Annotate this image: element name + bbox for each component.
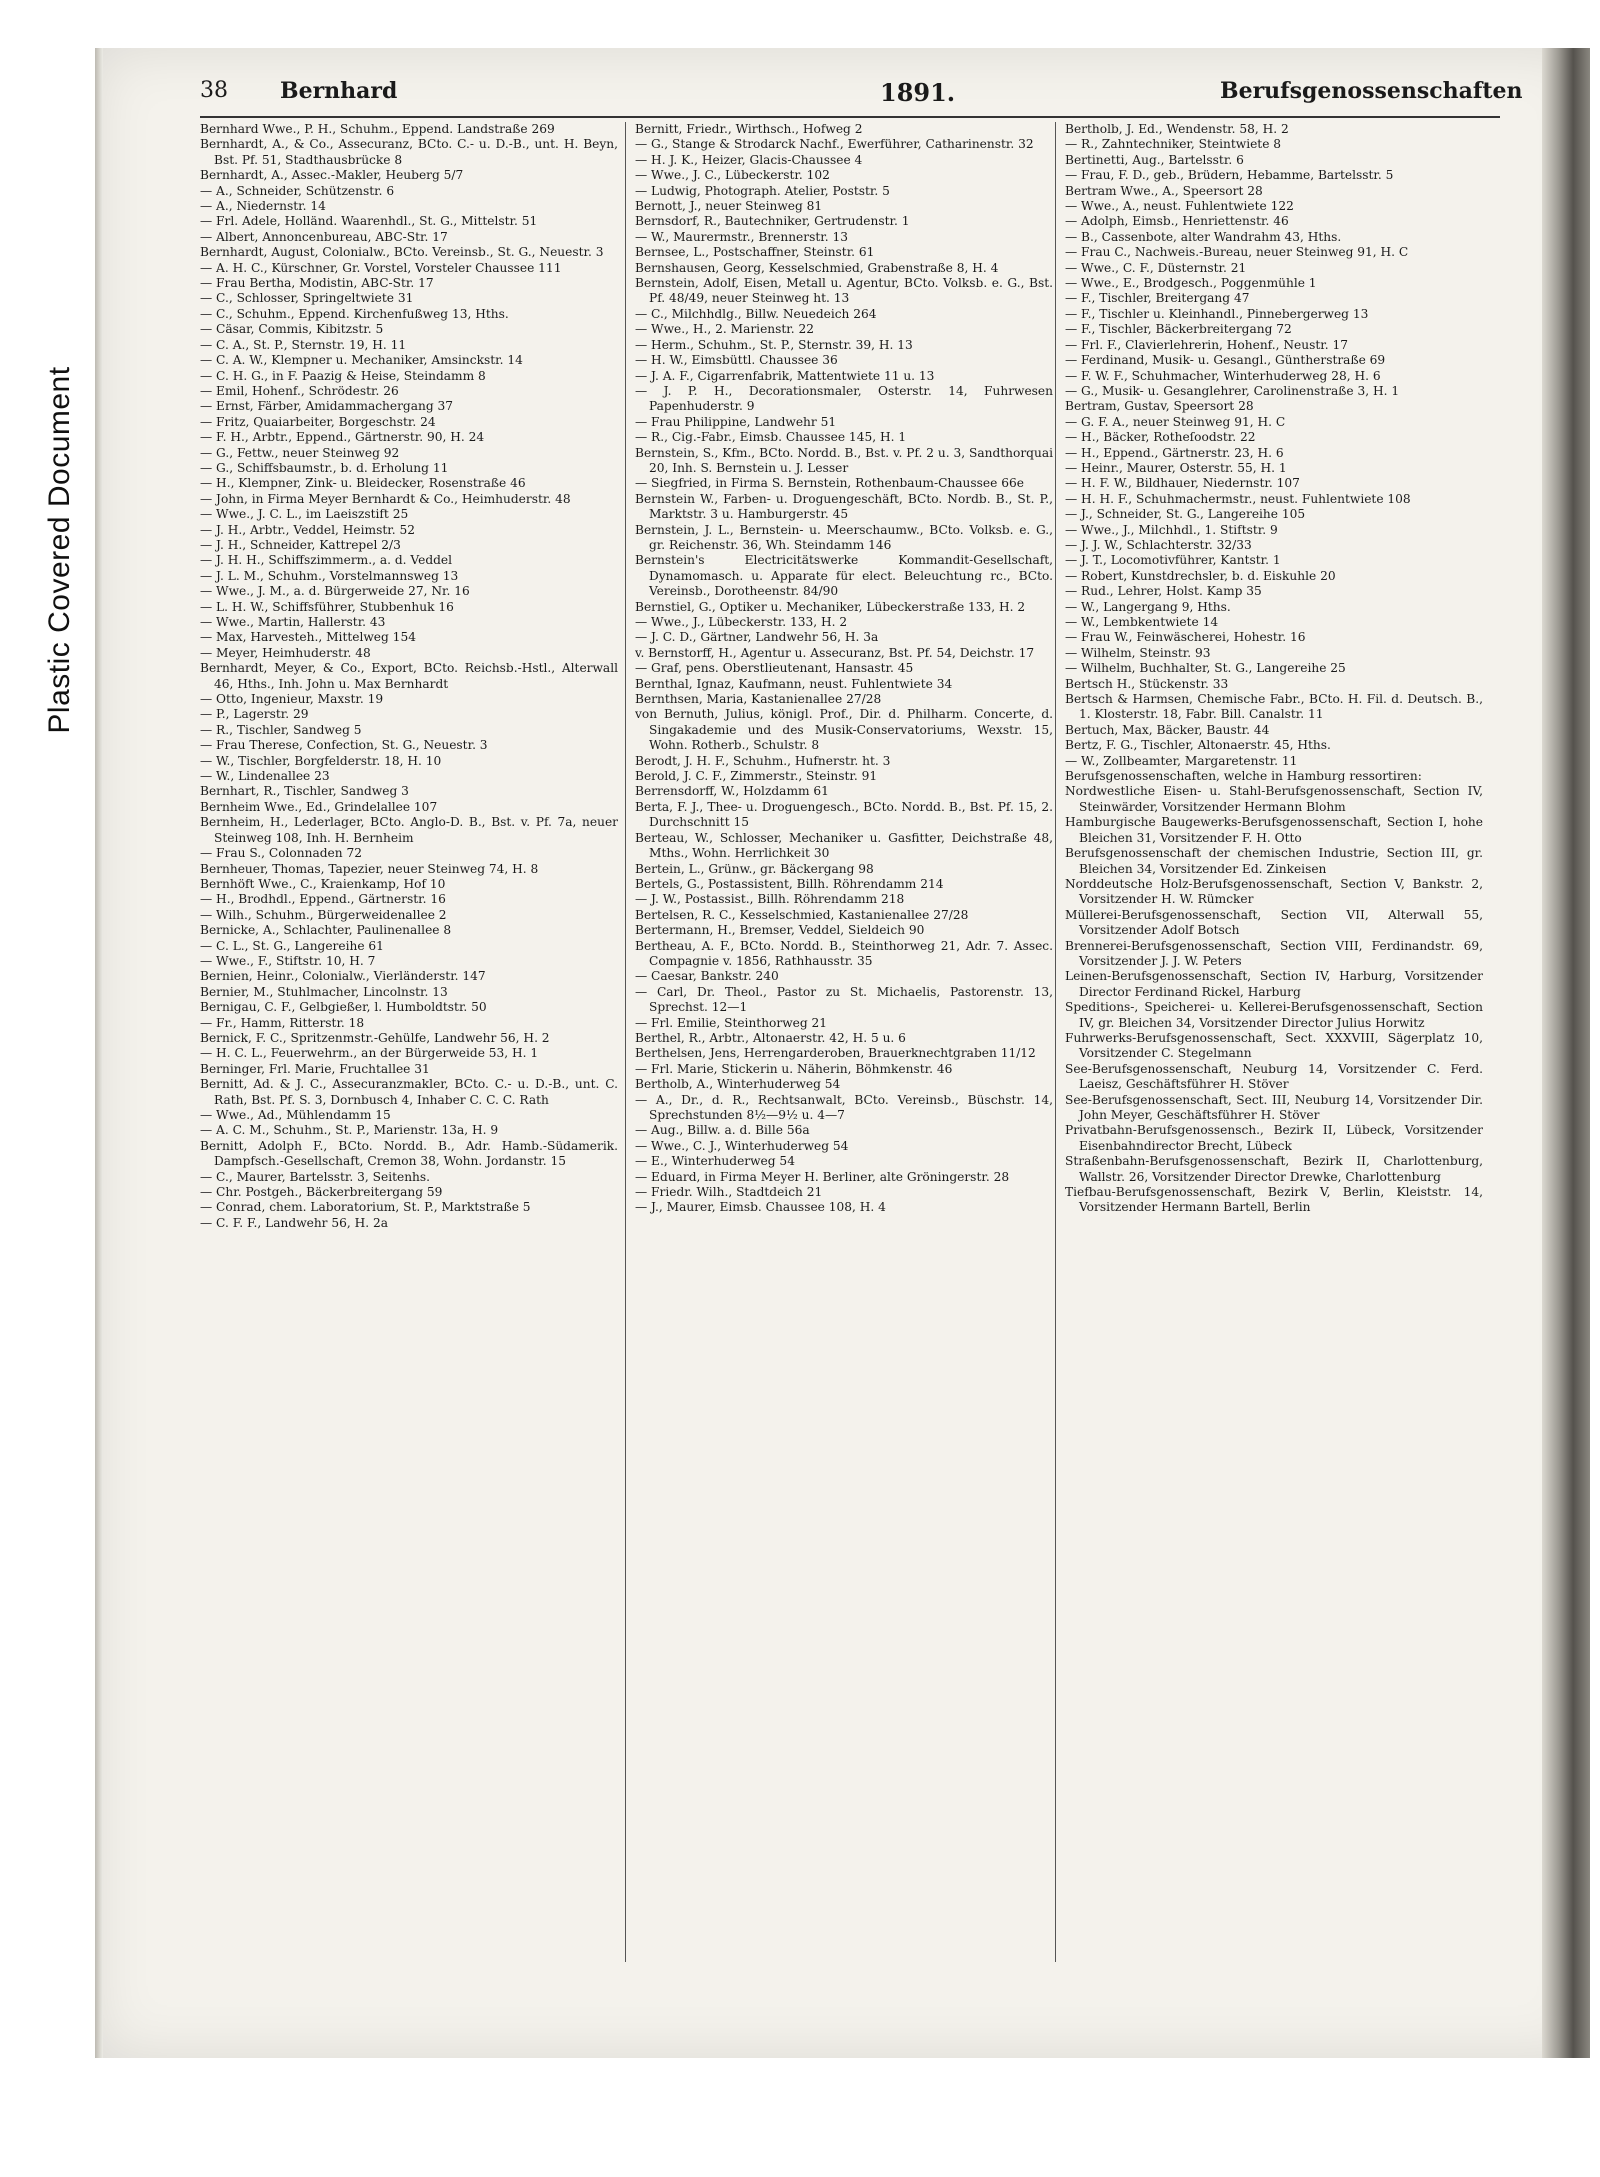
directory-entry: — J. H., Arbtr., Veddel, Heimstr. 52 bbox=[200, 522, 415, 537]
directory-entry: — C., Schuhm., Eppend. Kirchenfußweg 13, Hths. bbox=[200, 306, 509, 321]
column-divider bbox=[1055, 122, 1056, 1962]
directory-entry: — Wwe., J., Milchhdl., 1. Stiftstr. 9 bbox=[1065, 522, 1278, 537]
directory-entry: — Wwe., J., Lübeckerstr. 133, H. 2 bbox=[635, 615, 848, 629]
directory-entry: — H., Klempner, Zink- u. Bleidecker, Rosenstraße 46 bbox=[200, 476, 526, 491]
directory-entry: — Siegfried, in Firma S. Bernstein, Rothenbaum-Chaussee 66e bbox=[635, 476, 1024, 491]
directory-entry: v. Bernstorff, H., Agentur u. Assecuranz, Bst. Pf. 54, Deichstr. 17 bbox=[635, 645, 1035, 660]
directory-entry: — H., Bäcker, Rotheſoodstr. 22 bbox=[1065, 430, 1256, 445]
directory-entry: — Heinr., Maurer, Osterstr. 55, H. 1 bbox=[1065, 460, 1287, 475]
directory-entry: Hamburgische Baugewerks-Berufsgenossenschaft, Section I, hohe Bleichen 31, Vorsitzender F. H. Otto bbox=[1065, 815, 1483, 845]
directory-entry: — R., Zahntechniker, Steintwiete 8 bbox=[1065, 137, 1282, 152]
header-left-title: Bernhard bbox=[280, 78, 398, 104]
directory-entry: — C. L., St. G., Langereihe 61 bbox=[200, 938, 384, 953]
directory-entry: — A. H. C., Kürschner, Gr. Vorstel, Vorsteler Chaussee 111 bbox=[200, 260, 562, 275]
directory-entry: Straßenbahn-Berufsgenossenschaft, Bezirk II, Charlottenburg, Wallstr. 26, Vorsitzender Director Drewke, Charlottenburg bbox=[1065, 1154, 1483, 1184]
directory-entry: — J. H., Schneider, Kattrepel 2/3 bbox=[200, 537, 401, 552]
directory-entry: Bernstein's Electricitätswerke Kommandit-Gesellschaft, Dynamomasch. u. Apparate für elect. Beleuchtung rc., BCto. Vereinsb., Dorotheenstr. 84/90 bbox=[635, 553, 1053, 599]
directory-entry: — Wwe., H., 2. Marienstr. 22 bbox=[635, 322, 815, 337]
directory-entry: — L. H. W., Schiffsführer, Stubbenhuk 16 bbox=[200, 599, 454, 614]
directory-entry: — F. W. F., Schuhmacher, Winterhuderweg 28, H. 6 bbox=[1065, 368, 1381, 383]
directory-entry: — C., Maurer, Bartelsstr. 3, Seitenhs. bbox=[200, 1169, 431, 1184]
directory-entry: Bertein, L., Grünw., gr. Bäckergang 98 bbox=[635, 861, 874, 876]
directory-entry: Bernhard Wwe., P. H., Schuhm., Eppend. Landstraße 269 bbox=[200, 122, 555, 136]
directory-entry: — Fritz, Quaiarbeiter, Borgeschstr. 24 bbox=[200, 414, 436, 429]
directory-entry: — G., Fettw., neuer Steinweg 92 bbox=[200, 445, 400, 460]
directory-entry: — Ludwig, Photograph. Atelier, Poststr. 5 bbox=[635, 183, 890, 198]
directory-entry: Bernhardt, A., Assec.-Makler, Heuberg 5/7 bbox=[200, 168, 464, 183]
directory-entry: Brennerei-Berufsgenossenschaft, Section VIII, Ferdinandstr. 69, Vorsitzender J. J. W. Peters bbox=[1065, 938, 1483, 968]
directory-entry: Bernitt, Friedr., Wirthsch., Hofweg 2 bbox=[635, 122, 863, 136]
directory-entry: — R., Cig.-Fabr., Eimsb. Chaussee 145, H. 1 bbox=[635, 430, 907, 445]
page-binding-shadow bbox=[1542, 48, 1590, 2058]
directory-entry: Berufsgenossenschaften, welche in Hamburg ressortiren: bbox=[1065, 769, 1422, 784]
directory-entry: — C., Milchhdlg., Billw. Neuedeich 264 bbox=[635, 306, 877, 321]
directory-entry: — Meyer, Heimhuderstr. 48 bbox=[200, 645, 371, 660]
directory-entry: Leinen-Berufsgenossenschaft, Section IV, Harburg, Vorsitzender Director Ferdinand Rickel, Harburg bbox=[1065, 969, 1483, 999]
directory-entry: — Otto, Ingenieur, Maxstr. 19 bbox=[200, 692, 384, 707]
directory-entry: — C., Schlosser, Springeltwiete 31 bbox=[200, 291, 414, 306]
directory-entry: — Frl. F., Clavierlehrerin, Hohenf., Neustr. 17 bbox=[1065, 337, 1348, 352]
directory-entry: — E., Winterhuderweg 54 bbox=[635, 1154, 795, 1169]
directory-entry: — W., Lindenallee 23 bbox=[200, 769, 330, 784]
directory-entry: — A., Dr., d. R., Rechtsanwalt, BCto. Vereinsb., Büschstr. 14, Sprechstunden 8½—9½ u. 4—7 bbox=[635, 1092, 1053, 1122]
directory-entry: Nordwestliche Eisen- u. Stahl-Berufsgenossenschaft, Section IV, Steinwärder, Vorsitzender Hermann Blohm bbox=[1065, 784, 1483, 814]
directory-entry: — W., Maurermstr., Brennerstr. 13 bbox=[635, 229, 848, 244]
directory-entry: — John, in Firma Meyer Bernhardt & Co., Heimhuderstr. 48 bbox=[200, 491, 571, 506]
directory-entry: — Frl. Marie, Stickerin u. Näherin, Böhmkenstr. 46 bbox=[635, 1061, 953, 1076]
directory-entry: — Cäsar, Commis, Kibitzstr. 5 bbox=[200, 322, 384, 337]
directory-entry: Bertuch, Max, Bäcker, Baustr. 44 bbox=[1065, 722, 1270, 737]
directory-entry: Berold, J. C. F., Zimmerstr., Steinstr. 91 bbox=[635, 769, 878, 784]
directory-entry: Bernstein, S., Kfm., BCto. Nordd. B., Bst. v. Pf. 2 u. 3, Sandthorquai 20, Inh. S. Bernstein u. J. Lesser bbox=[635, 445, 1053, 475]
running-header bbox=[200, 78, 1523, 126]
directory-entry: Speditions-, Speicherei- u. Kellerei-Berufsgenossenschaft, Section IV, gr. Bleichen 34, Vorsitzender Director Julius Horwitz bbox=[1065, 1000, 1483, 1030]
column-divider bbox=[625, 122, 626, 1962]
directory-entry: — H. F. W., Bildhauer, Niedernstr. 107 bbox=[1065, 476, 1300, 491]
directory-entry: — C. A. W., Klempner u. Mechaniker, Amsinckstr. 14 bbox=[200, 353, 523, 368]
directory-entry: — H. C. L., Feuerwehrm., an der Bürgerweide 53, H. 1 bbox=[200, 1046, 539, 1061]
directory-entry: Berufsgenossenschaft der chemischen Industrie, Section III, gr. Bleichen 34, Vorsitzender Ed. Zinkeisen bbox=[1065, 846, 1483, 876]
directory-entry: Bernott, J., neuer Steinweg 81 bbox=[635, 199, 823, 214]
directory-entry: — Friedr. Wilh., Stadtdeich 21 bbox=[635, 1185, 823, 1200]
directory-entry: Bernsee, L., Postschaffner, Steinstr. 61 bbox=[635, 245, 875, 260]
directory-entry: Bertram Wwe., A., Speersort 28 bbox=[1065, 183, 1263, 198]
directory-entry: — J. W., Postassist., Billh. Röhrendamm 218 bbox=[635, 892, 905, 907]
directory-entry: Bernheim, H., Lederlager, BCto. Anglo-D. B., Bst. v. Pf. 7a, neuer Steinweg 108, Inh. H. Bernheim bbox=[200, 815, 618, 845]
directory-entry: — Herm., Schuhm., St. P., Sternstr. 39, H. 13 bbox=[635, 337, 913, 352]
directory-entry: Bernick, F. C., Spritzenmstr.-Gehülfe, Landwehr 56, H. 2 bbox=[200, 1030, 550, 1045]
directory-entry: — Aug., Billw. a. d. Bille 56a bbox=[635, 1123, 810, 1138]
directory-entry: — Frau Therese, Confection, St. G., Neuestr. 3 bbox=[200, 738, 488, 753]
directory-entry: — W., Zollbeamter, Margaretenstr. 11 bbox=[1065, 753, 1298, 768]
directory-column-1 bbox=[200, 122, 618, 1962]
directory-entry: Bertinetti, Aug., Bartelsstr. 6 bbox=[1065, 152, 1244, 167]
directory-entry: Bernhardt, A., & Co., Assecuranz, BCto. C.- u. D.-B., unt. H. Beyn, Bst. Pf. 51, Stadthausbrücke 8 bbox=[200, 137, 618, 167]
directory-entry: — Eduard, in Firma Meyer H. Berliner, alte Gröningerstr. 28 bbox=[635, 1169, 1010, 1184]
directory-entry: Bernigau, C. F., Gelbgießer, l. Humboldtstr. 50 bbox=[200, 1000, 487, 1015]
side-label-text: Plastic Covered Document bbox=[43, 366, 76, 734]
directory-entry: Bernicke, A., Schlachter, Paulinenallee 8 bbox=[200, 923, 452, 938]
directory-entry: Bernheim Wwe., Ed., Grindelallee 107 bbox=[200, 799, 438, 814]
directory-entry: — J. A. F., Cigarrenfabrik, Mattentwiete 11 u. 13 bbox=[635, 368, 935, 383]
header-rule bbox=[200, 116, 1500, 118]
directory-entry: See-Berufsgenossenschaft, Sect. III, Neuburg 14, Vorsitzender Dir. John Meyer, Geschäftsführer H. Stöver bbox=[1065, 1092, 1483, 1122]
directory-entry: — Max, Harvesteh., Mittelweg 154 bbox=[200, 630, 416, 645]
header-right-title: Berufsgenossenschaften bbox=[1220, 78, 1523, 104]
directory-entry: Bertholb, A., Winterhuderweg 54 bbox=[635, 1077, 841, 1092]
header-year: 1891. bbox=[880, 78, 956, 107]
directory-entry: — C. H. G., in F. Paazig & Heise, Steindamm 8 bbox=[200, 368, 486, 383]
directory-entry: Tiefbau-Berufsgenossenschaft, Bezirk V, Berlin, Kleiststr. 14, Vorsitzender Hermann Bartell, Berlin bbox=[1065, 1185, 1483, 1215]
directory-entry: Berrensdorff, W., Holzdamm 61 bbox=[635, 784, 829, 799]
directory-entry: — F., Tischler, Bäckerbreitergang 72 bbox=[1065, 322, 1292, 337]
directory-entry: — Ernst, Färber, Amidammachergang 37 bbox=[200, 399, 454, 414]
directory-entry: — Fr., Hamm, Ritterstr. 18 bbox=[200, 1015, 365, 1030]
directory-entry: — B., Cassenbote, alter Wandrahm 43, Hths. bbox=[1065, 229, 1342, 244]
directory-entry: — Wwe., A., neust. Fuhlentwiete 122 bbox=[1065, 199, 1294, 214]
directory-entry: — Emil, Hohenf., Schrödestr. 26 bbox=[200, 383, 399, 398]
directory-entry: — Wwe., J. C., Lübeckerstr. 102 bbox=[635, 168, 830, 183]
directory-entry: Bernitt, Adolph F., BCto. Nordd. B., Adr. Hamb.-Südamerik. Dampfsch.-Gesellschaft, Cremon 38, Wohn. Jordanstr. 15 bbox=[200, 1138, 618, 1169]
directory-entry: — Frau W., Feinwäscherei, Hohestr. 16 bbox=[1065, 630, 1306, 645]
directory-entry: — A., Schneider, Schützenstr. 6 bbox=[200, 183, 395, 198]
directory-entry: — C. A., St. P., Sternstr. 19, H. 11 bbox=[200, 337, 407, 352]
directory-entry: — J. H. H., Schiffszimmerm., a. d. Veddel bbox=[200, 553, 453, 568]
directory-entry: — Wwe., J. M., a. d. Bürgerweide 27, Nr. 16 bbox=[200, 584, 470, 599]
directory-entry: — Caesar, Bankstr. 240 bbox=[635, 969, 779, 984]
directory-entry: — C. F. F., Landwehr 56, H. 2a bbox=[200, 1215, 389, 1230]
directory-entry: Berthel, R., Arbtr., Altonaerstr. 42, H. 5 u. 6 bbox=[635, 1030, 906, 1045]
directory-entry: — Wwe., Ad., Mühlendamm 15 bbox=[200, 1108, 391, 1122]
directory-entry: — G., Schiffsbaumstr., b. d. Erholung 11 bbox=[200, 460, 449, 475]
directory-entry: — Graf, pens. Oberstlieutenant, Hansastr. 45 bbox=[635, 661, 914, 676]
directory-entry: — Frl. Emilie, Steinthorweg 21 bbox=[635, 1015, 828, 1030]
directory-entry: — G., Musik- u. Gesanglehrer, Carolinenstraße 3, H. 1 bbox=[1065, 383, 1400, 398]
directory-entry: Berthelsen, Jens, Herrengarderoben, Brauerknechtgraben 11/12 bbox=[635, 1046, 1036, 1061]
directory-entry: — Carl, Dr. Theol., Pastor zu St. Michaelis, Pastorenstr. 13, Sprechst. 12—1 bbox=[635, 984, 1053, 1015]
directory-entry: — Frau Bertha, Modistin, ABC-Str. 17 bbox=[200, 276, 434, 291]
directory-entry: Bernhardt, August, Colonialw., BCto. Vereinsb., St. G., Neuestr. 3 bbox=[200, 245, 604, 260]
directory-entry: — A. C. M., Schuhm., St. P., Marienstr. 13a, H. 9 bbox=[200, 1123, 499, 1138]
directory-entry: — G. F. A., neuer Steinweg 91, H. C bbox=[1065, 414, 1286, 429]
page-edge bbox=[95, 48, 103, 2058]
directory-entry: — J., Schneider, St. G., Langereihe 105 bbox=[1065, 507, 1306, 522]
directory-entry: Bernthal, Ignaz, Kaufmann, neust. Fuhlentwiete 34 bbox=[635, 676, 953, 691]
directory-entry: Bernstein, Adolf, Eisen, Metall u. Agentur, BCto. Volksb. e. G., Bst. Pf. 48/49, neuer Steinweg ht. 13 bbox=[635, 276, 1053, 306]
directory-entry: Bertelsen, R. C., Kesselschmied, Kastanienallee 27/28 bbox=[635, 907, 969, 922]
directory-entry: Bertz, F. G., Tischler, Altonaerstr. 45, Hths. bbox=[1065, 738, 1331, 753]
directory-entry: — J. P. H., Decorationsmaler, Osterstr. 14, Fuhrwesen Papenhuderstr. 9 bbox=[635, 383, 1053, 414]
directory-entry: Bernstiel, G., Optiker u. Mechaniker, Lübeckerstraße 133, H. 2 bbox=[635, 599, 1026, 614]
directory-entry: — Wwe., J. C. L., im Laeiszstift 25 bbox=[200, 507, 409, 522]
directory-entry: Bertermann, H., Bremser, Veddel, Sieldeich 90 bbox=[635, 923, 925, 938]
directory-entry: — A., Niedernstr. 14 bbox=[200, 199, 326, 214]
directory-entry: — H., Brodhdl., Eppend., Gärtnerstr. 16 bbox=[200, 892, 446, 907]
directory-entry: — J. L. M., Schuhm., Vorstelmannsweg 13 bbox=[200, 568, 459, 583]
directory-entry: — Wwe., C. J., Winterhuderweg 54 bbox=[635, 1138, 849, 1153]
directory-entry: — Wwe., F., Stiftstr. 10, H. 7 bbox=[200, 953, 376, 968]
directory-entry: — W., Langergang 9, Hths. bbox=[1065, 599, 1231, 614]
directory-entry: Bertsch & Harmsen, Chemische Fabr., BCto. H. Fil. d. Deutsch. B., 1. Klosterstr. 18, Fabr. Bill. Canalstr. 11 bbox=[1065, 692, 1483, 722]
directory-entry: — Adolph, Eimsb., Henriettenstr. 46 bbox=[1065, 214, 1289, 229]
directory-column-2 bbox=[635, 122, 1053, 1962]
directory-entry: — Chr. Postgeh., Bäckerbreitergang 59 bbox=[200, 1185, 443, 1200]
directory-entry: — J. T., Locomotivführer, Kantstr. 1 bbox=[1065, 553, 1281, 568]
directory-column-3 bbox=[1065, 122, 1483, 1962]
directory-entry: — Frau S., Colonnaden 72 bbox=[200, 846, 362, 861]
directory-entry: Bertholb, J. Ed., Wendenstr. 58, H. 2 bbox=[1065, 122, 1289, 136]
directory-entry: — R., Tischler, Sandweg 5 bbox=[200, 722, 362, 737]
directory-entry: — H. W., Eimsbüttl. Chaussee 36 bbox=[635, 353, 838, 368]
directory-entry: Norddeutsche Holz-Berufsgenossenschaft, Section V, Bankstr. 2, Vorsitzender H. W. Rümcker bbox=[1065, 876, 1483, 907]
directory-entry: Bertsch H., Stückenstr. 33 bbox=[1065, 676, 1229, 691]
directory-entry: — Conrad, chem. Laboratorium, St. P., Marktstraße 5 bbox=[200, 1200, 531, 1215]
directory-entry: — F., Tischler u. Kleinhandl., Pinnebergerweg 13 bbox=[1065, 306, 1369, 321]
directory-entry: — H. H. F., Schuhmachermstr., neust. Fuhlentwiete 108 bbox=[1065, 491, 1411, 506]
directory-entry: — Frau C., Nachweis.-Bureau, neuer Steinweg 91, H. C bbox=[1065, 245, 1409, 260]
directory-entry: — Frau Philippine, Landwehr 51 bbox=[635, 414, 837, 429]
directory-entry: — J. J. W., Schlachterstr. 32/33 bbox=[1065, 537, 1252, 552]
directory-entry: Bernien, Heinr., Colonialw., Vierländerstr. 147 bbox=[200, 969, 486, 984]
directory-entry: Berta, F. J., Thee- u. Droguengesch., BCto. Nordd. B., Bst. Pf. 15, 2. Durchschnitt 15 bbox=[635, 799, 1053, 830]
directory-entry: Bernstein W., Farben- u. Droguengeschäft, BCto. Nordb. B., St. P., Marktstr. 3 u. Hamburgerstr. 45 bbox=[635, 491, 1053, 522]
directory-entry: — Rud., Lehrer, Holst. Kamp 35 bbox=[1065, 584, 1262, 599]
directory-entry: — J. C. D., Gärtner, Landwehr 56, H. 3a bbox=[635, 630, 879, 645]
directory-entry: — F. H., Arbtr., Eppend., Gärtnerstr. 90, H. 24 bbox=[200, 430, 485, 445]
directory-entry: — Robert, Kunstdrechsler, b. d. Eiskuhle 20 bbox=[1065, 568, 1336, 583]
directory-entry: Bertheau, A. F., BCto. Nordd. B., Steinthorweg 21, Adr. 7. Assec. Compagnie v. 1856, Rathhausstr. 35 bbox=[635, 938, 1053, 968]
directory-entry: Bertels, G., Postassistent, Billh. Röhrendamm 214 bbox=[635, 876, 944, 891]
directory-entry: Bernhöft Wwe., C., Kraienkamp, Hof 10 bbox=[200, 876, 446, 891]
directory-entry: Bernstein, J. L., Bernstein- u. Meerschaumw., BCto. Volksb. e. G., gr. Reichenstr. 36, Wh. Steindamm 146 bbox=[635, 522, 1053, 552]
directory-entry: — Wilhelm, Steinstr. 93 bbox=[1065, 645, 1211, 660]
directory-entry: — W., Tischler, Borgfelderstr. 18, H. 10 bbox=[200, 753, 442, 768]
directory-entry: — Wilh., Schuhm., Bürgerweidenallee 2 bbox=[200, 907, 447, 922]
directory-entry: — Wwe., C. F., Düsternstr. 21 bbox=[1065, 260, 1247, 275]
directory-entry: — G., Stange & Strodarck Nachf., Ewerführer, Catharinenstr. 32 bbox=[635, 137, 1034, 152]
scanned-page bbox=[95, 48, 1590, 2058]
directory-entry: Bernheuer, Thomas, Tapezier, neuer Steinweg 74, H. 8 bbox=[200, 861, 539, 876]
directory-entry: — Frau, F. D., geb., Brüdern, Hebamme, Bartelsstr. 5 bbox=[1065, 168, 1394, 183]
directory-entry: See-Berufsgenossenschaft, Neuburg 14, Vorsitzender C. Ferd. Laeisz, Geschäftsführer H. Stöver bbox=[1065, 1061, 1483, 1092]
directory-entry: — Wwe., E., Brodgesch., Poggenmühle 1 bbox=[1065, 276, 1317, 291]
directory-entry: Müllerei-Berufsgenossenschaft, Section VII, Alterwall 55, Vorsitzender Adolf Botsch bbox=[1065, 907, 1483, 938]
directory-entry: — F., Tischler, Breitergang 47 bbox=[1065, 291, 1250, 306]
page-number: 38 bbox=[200, 78, 228, 103]
directory-entry: Bertram, Gustav, Speersort 28 bbox=[1065, 399, 1254, 414]
directory-entry: Bernsdorf, R., Bautechniker, Gertrudenstr. 1 bbox=[635, 214, 910, 229]
directory-entry: Bernier, M., Stuhlmacher, Lincolnstr. 13 bbox=[200, 984, 448, 999]
directory-entry: von Bernuth, Julius, königl. Prof., Dir. d. Philharm. Concerte, d. Singakademie und des Musik-Conservatoriums, Wexstr. 15, Wohn. Rotherb., Schulstr. 8 bbox=[635, 707, 1053, 753]
directory-entry: — Ferdinand, Musik- u. Gesangl., Güntherstraße 69 bbox=[1065, 353, 1386, 368]
directory-entry: — J., Maurer, Eimsb. Chaussee 108, H. 4 bbox=[635, 1200, 886, 1215]
directory-entry: — Wilhelm, Buchhalter, St. G., Langereihe 25 bbox=[1065, 661, 1346, 676]
directory-entry: — P., Lagerstr. 29 bbox=[200, 707, 309, 722]
directory-entry: Bernhart, R., Tischler, Sandweg 3 bbox=[200, 784, 409, 799]
directory-entry: — H., Eppend., Gärtnerstr. 23, H. 6 bbox=[1065, 445, 1284, 460]
directory-entry: — H. J. K., Heizer, Glacis-Chaussee 4 bbox=[635, 152, 863, 167]
directory-entry: — Wwe., Martin, Hallerstr. 43 bbox=[200, 615, 386, 629]
directory-entry: Bernhardt, Meyer, & Co., Export, BCto. Reichsb.-Hstl., Alterwall 46, Hths., Inh. John u. Max Bernhardt bbox=[200, 661, 618, 691]
directory-entry: Bernshausen, Georg, Kesselschmied, Grabenstraße 8, H. 4 bbox=[635, 260, 999, 275]
directory-entry: Bernitt, Ad. & J. C., Assecuranzmakler, BCto. C.- u. D.-B., unt. C. Rath, Bst. Pf. S. 3, Dornbusch 4, Inhaber C. C. C. Rath bbox=[200, 1077, 618, 1107]
directory-entry: Berteau, W., Schlosser, Mechaniker u. Gasfitter, Deichstraße 48, Mths., Wohn. Herrlichkeit 30 bbox=[635, 830, 1053, 861]
directory-entry: Bernthsen, Maria, Kastanienallee 27/28 bbox=[635, 692, 882, 707]
directory-entry: — W., Lembkentwiete 14 bbox=[1065, 615, 1219, 629]
side-label bbox=[30, 280, 90, 820]
directory-entry: Berodt, J. H. F., Schuhm., Hufnerstr. ht. 3 bbox=[635, 753, 891, 768]
directory-entry: — Frl. Adele, Holländ. Waarenhdl., St. G., Mittelstr. 51 bbox=[200, 214, 538, 229]
directory-entry: Berninger, Frl. Marie, Fruchtallee 31 bbox=[200, 1061, 430, 1076]
directory-entry: — Albert, Annoncenbureau, ABC-Str. 17 bbox=[200, 229, 448, 244]
directory-entry: Fuhrwerks-Berufsgenossenschaft, Sect. XXXVIII, Sägerplatz 10, Vorsitzender C. Stegelmann bbox=[1065, 1030, 1483, 1061]
directory-entry: Privatbahn-Berufsgenossensch., Bezirk II, Lübeck, Vorsitzender Eisenbahndirector Brecht, Lübeck bbox=[1065, 1123, 1483, 1153]
